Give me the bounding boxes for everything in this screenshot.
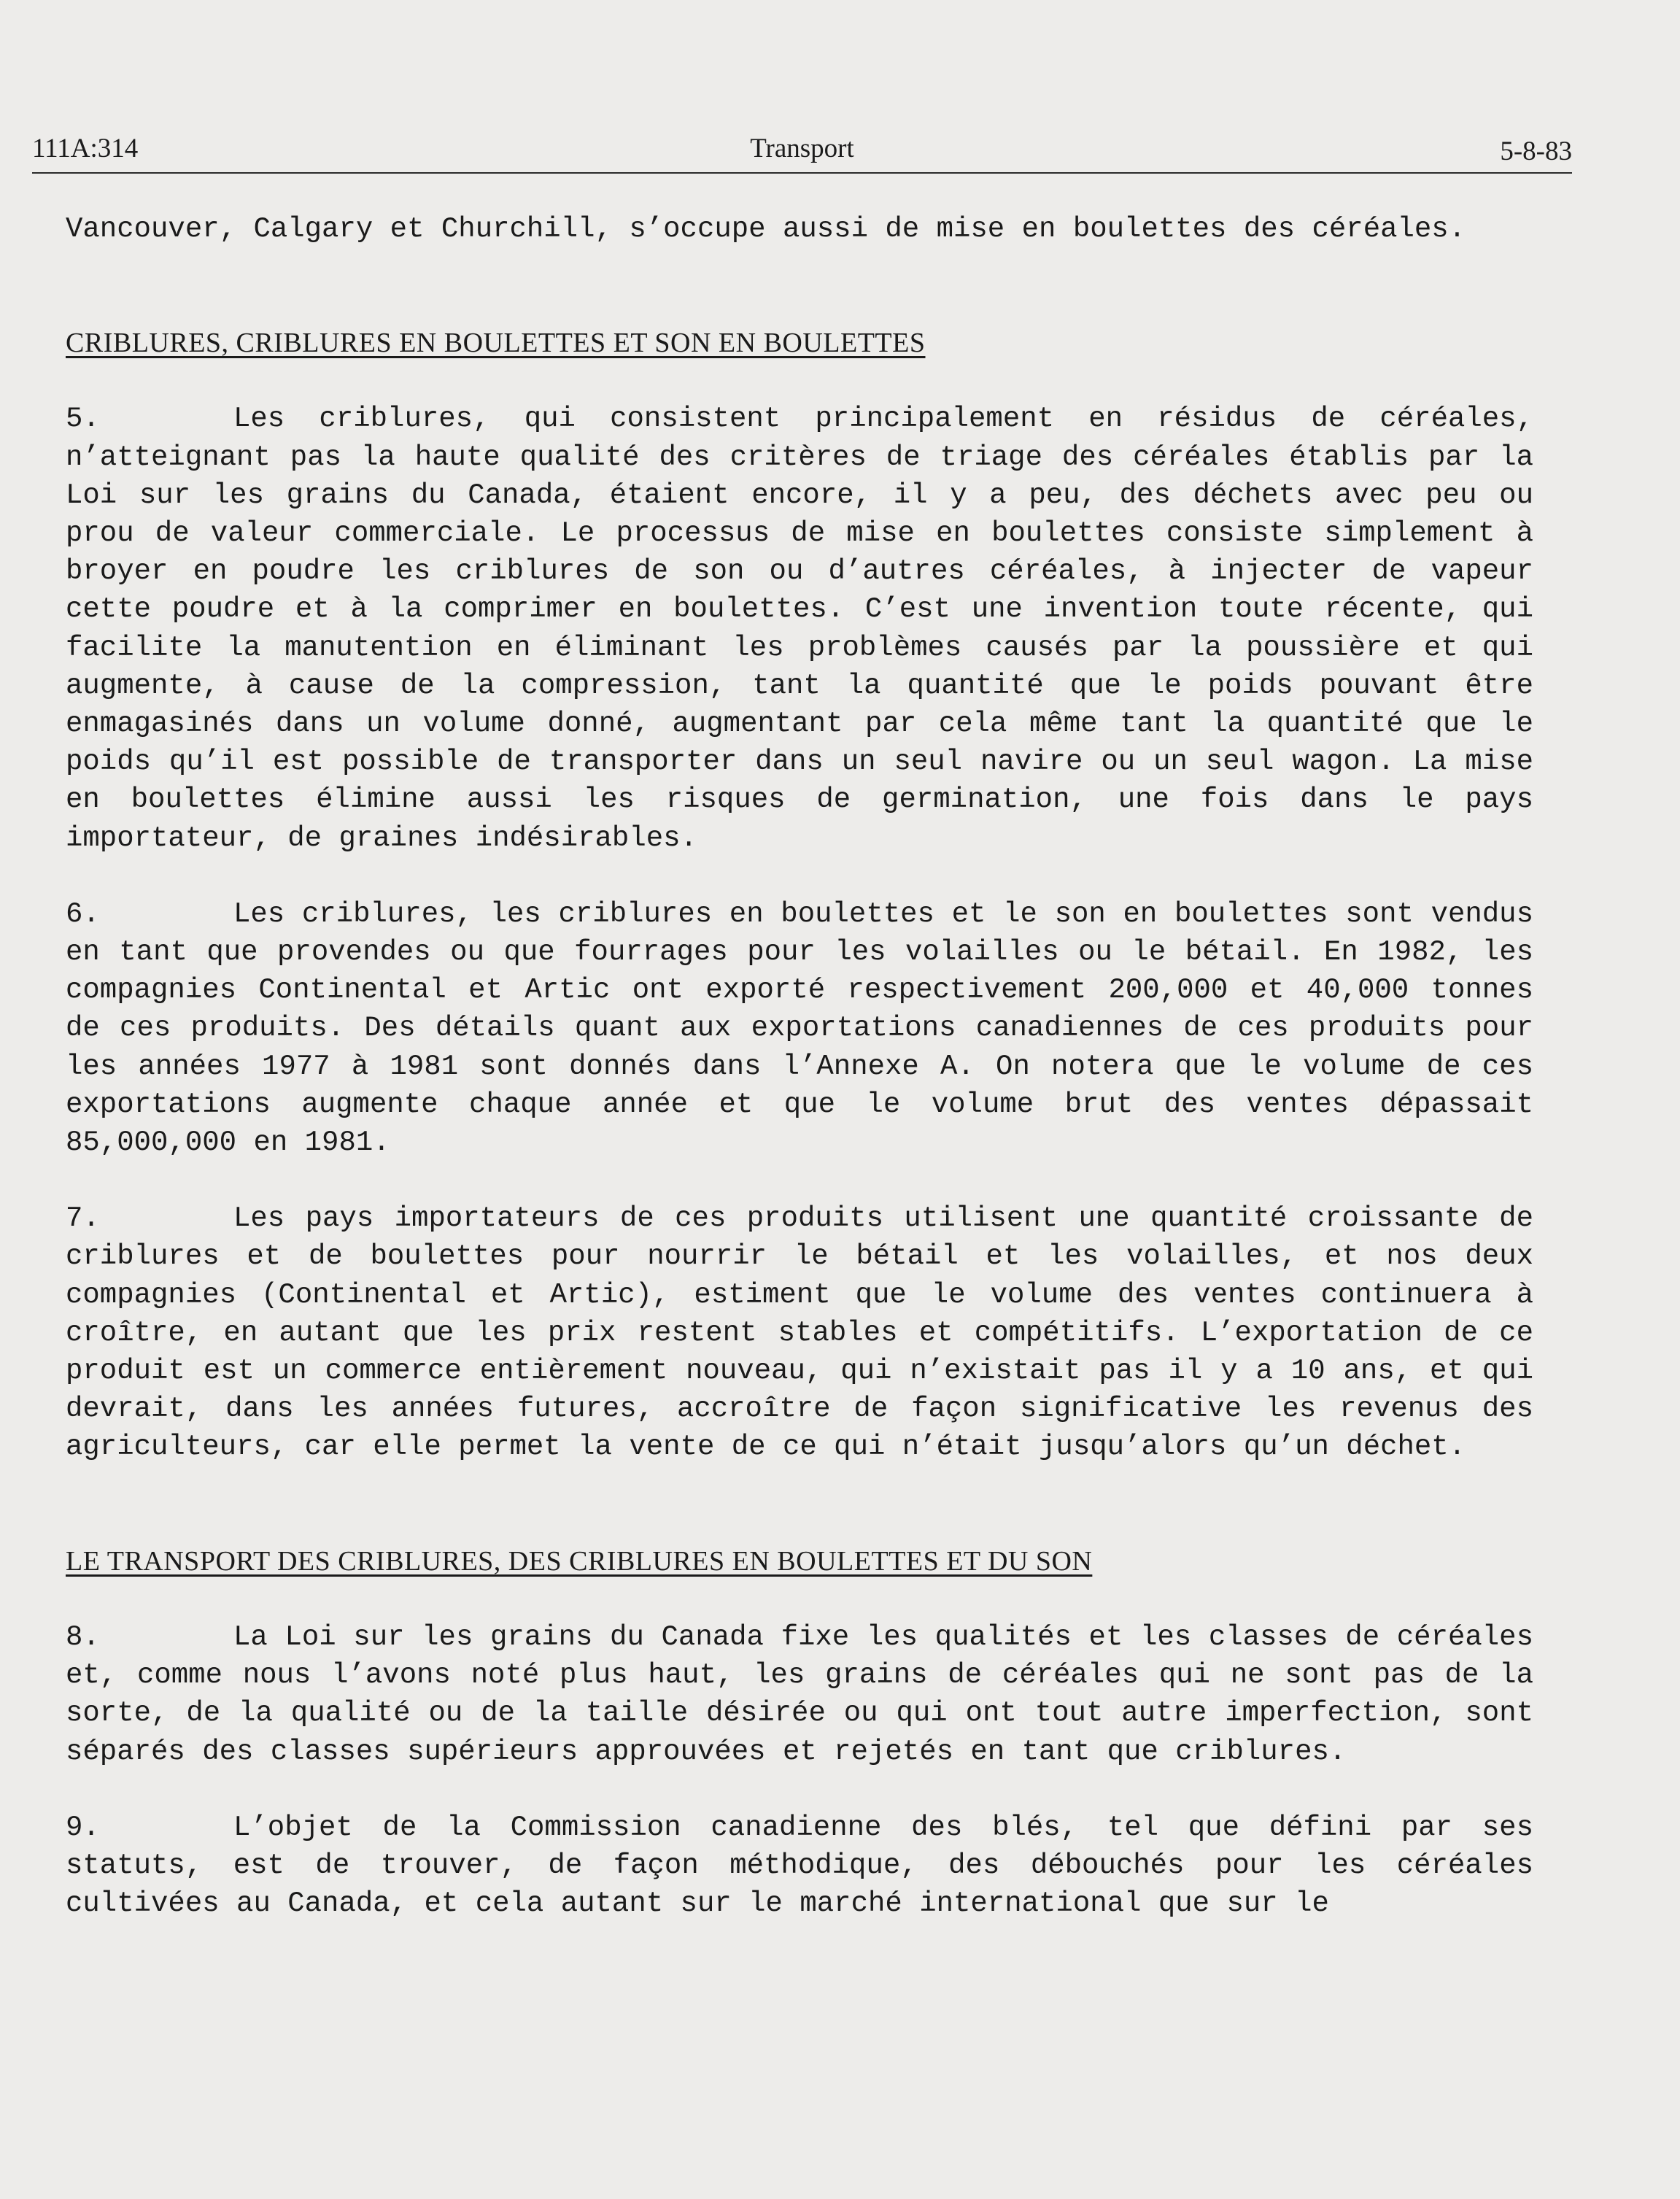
paragraph-8 [66, 1618, 1533, 1771]
paragraph-text: L’objet de la Commission canadienne des blés, tel que défini par ses statuts, est de trouver, de façon méthodique, des débouchés pour les céréales cultivées au Canada, et cela autant sur le marché international que sur le [66, 1811, 1533, 1920]
paragraph-text: Les pays importateurs de ces produits utilisent une quantité croissante de criblures et de boulettes pour nourrir le bétail et les volailles, et nos deux compagnies (Continental et Artic), estiment que le volume des ventes continuera à croître, en autant que les prix restent stables et compétitifs. L’exportation de ce produit est un commerce entièrement nouveau, qui n’existait pas il y a 10 ans, et qui devrait, dans les années futures, accroître de façon significative les revenus des agriculteurs, car elle permet la vente de ce qui n’était jusqu’alors qu’un déchet. [66, 1202, 1533, 1464]
paragraph-number: 5. [66, 403, 100, 436]
intro-paragraph: Vancouver, Calgary et Churchill, s’occupe aussi de mise en boulettes des céréales. [66, 213, 1466, 245]
header-rule [32, 172, 1572, 174]
header-title: Transport [750, 134, 854, 163]
paragraph-6 [66, 895, 1533, 1162]
paragraph-number: 8. [66, 1620, 100, 1653]
paragraph-number: 9. [66, 1811, 100, 1844]
paragraph-number: 6. [66, 897, 100, 930]
page-header [32, 133, 1572, 171]
header-date: 5-8-83 [1500, 136, 1572, 166]
section-heading-transport: LE TRANSPORT DES CRIBLURES, DES CRIBLURES EN BOULETTES ET DU SON [66, 1545, 1093, 1577]
paragraph-text: Les criblures, les criblures en boulettes et le son en boulettes sont vendus en tant que provendes ou que fourrages pour les volailles ou le bétail. En 1982, les compagnies Continental et Artic ont exporté respectivement 200,000 et 40,000 tonnes de ces produits. Des détails quant aux exportations canadiennes de ces produits pour les années 1977 à 1981 sont donnés dans l’Annexe A. On notera que le volume de ces exportations augmente chaque année et que le volume brut des ventes dépassait 85,000,000 en 1981. [66, 897, 1533, 1159]
paragraph-9 [66, 1809, 1533, 1923]
paragraph-7 [66, 1199, 1533, 1466]
paragraph-text: La Loi sur les grains du Canada fixe les qualités et les classes de céréales et, comme nous l’avons noté plus haut, les grains de céréales qui ne sont pas de la sorte, de la qualité ou de la taille désirée ou qui ont tout autre imperfection, sont séparés des classes supérieurs approuvées et rejetés en tant que criblures. [66, 1620, 1533, 1768]
header-reference: 111A:314 [32, 134, 139, 163]
document-body [66, 210, 1533, 1922]
section-heading-criblures: CRIBLURES, CRIBLURES EN BOULETTES ET SON EN BOULETTES [66, 328, 926, 359]
paragraph-text: Les criblures, qui consistent principalement en résidus de céréales, n’atteignant pas la haute qualité des critères de triage des céréales établis par la Loi sur les grains du Canada, étaient encore, il y a peu, des déchets avec peu ou prou de valeur commerciale. Le processus de mise en boulettes consiste simplement à broyer en poudre les criblures de son ou d’autres céréales, à injecter de vapeur cette poudre et à la comprimer en boulettes. C’est une invention toute récente, qui facilite la manutention en éliminant les problèmes causés par la poussière et qui augmente, à cause de la compression, tant la quantité que le poids pouvant être enmagasinés dans un volume donné, augmentant par cela même tant la quantité que le poids qu’il est possible de transporter dans un seul navire ou un seul wagon. La mise en boulettes élimine aussi les risques de germination, une fois dans le pays importateur, de graines indésirables. [66, 403, 1533, 854]
paragraph-5 [66, 400, 1533, 857]
paragraph-number: 7. [66, 1202, 100, 1235]
